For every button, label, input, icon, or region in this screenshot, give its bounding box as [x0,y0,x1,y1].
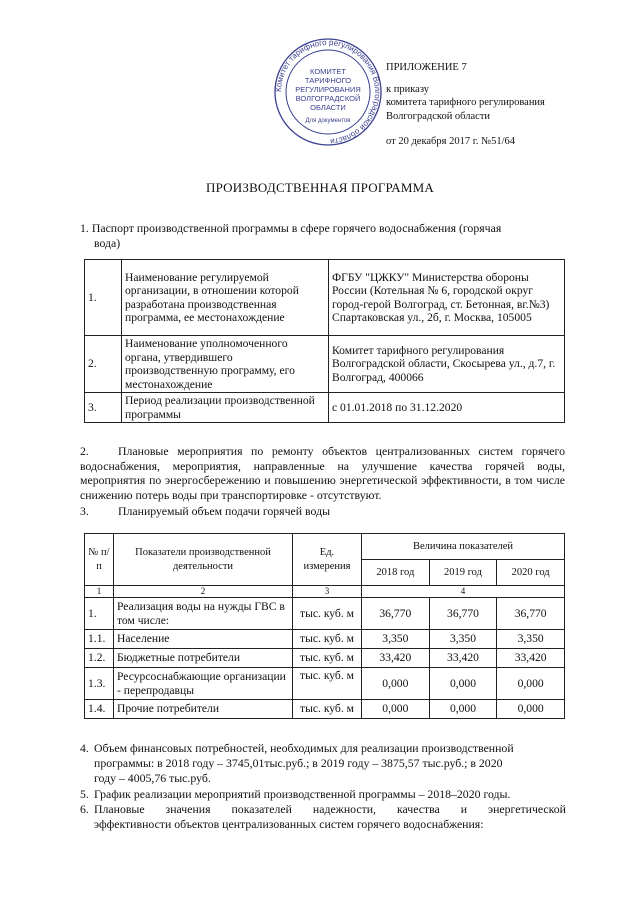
table-cell: 1.2. [85,649,114,668]
section-6 [80,802,566,817]
table-cell: 1.3. [85,668,114,700]
table-cell: 4 [362,586,565,598]
table-cell: 2. [85,336,122,393]
table-cell: Период реализации производственной программы [122,393,329,423]
table-cell: с 01.01.2018 по 31.12.2020 [329,393,565,423]
section-4-line: программы: в 2018 году – 3745,01тыс.руб.; в 2019 году – 3875,57 тыс.руб.; в 2020 [94,756,503,770]
section-text: Плановые значения показателей надежности, качества и энергетической [94,802,566,816]
seal-footer: Для документов [305,118,351,124]
table-cell: Наименование уполномоченного органа, утвердившего производственную программу, его местонахождение [122,336,329,393]
table-cell: Ресурсоснабжающие организации - перепродавцы [114,668,293,700]
table-cell: 0,000 [429,700,497,719]
seal-line: РЕГУЛИРОВАНИЯ [295,85,361,94]
table-cell: 1.1. [85,630,114,649]
table-cell: Прочие потребители [114,700,293,719]
table-cell: Реализация воды на нужды ГВС в том числе: [114,598,293,630]
table-cell: 3. [85,393,122,423]
table-row [85,630,565,649]
section-1-heading [80,221,566,236]
table-row [85,649,565,668]
section-4 [80,741,566,756]
table-cell: 1. [85,260,122,336]
table-cell: 0,000 [362,700,430,719]
page-title: ПРОИЗВОДСТВЕННАЯ ПРОГРАММА [206,180,434,195]
section-number: 1. [80,221,89,235]
table-header-cell: 2018 год [362,560,430,586]
table-header-row [85,534,565,560]
table-cell: тыс. куб. м [293,700,362,719]
table-cell: 36,770 [429,598,497,630]
table-cell: Бюджетные потребители [114,649,293,668]
appendix-line: комитета тарифного регулирования [386,97,545,108]
cell-text: Спартаковская ул., 2б, г. Москва, 105005 [332,311,532,324]
table-row [85,260,565,336]
seal-line: ВОЛГОГРАДСКОЙ [295,94,361,103]
table-cell: 1. [85,598,114,630]
table-cell: тыс. куб. м [293,598,362,630]
section-4-line: году – 4005,76 тыс.руб. [94,771,211,785]
section-3 [80,504,565,519]
section-text: Плановые мероприятия по ремонту объектов централизованных систем горячего водоснабжения, мероприятия, направленные на улучшение качества горячей воды, мероприятия по энергосбережению и повышению энергетической эффективности, в том числе снижению потерь воды при транспортировке - отсутствуют. [80,444,565,502]
section-number: 4. [80,741,89,755]
table-header-cell: 2020 год [497,560,565,586]
section-text: График реализации мероприятий производственной программы – 2018–2020 годы. [94,787,511,801]
section-text: Объем финансовых потребностей, необходимых для реализации производственной [94,741,514,755]
table-header-cell: 2019 год [429,560,497,586]
seal-outer-text: Комитет тарифного регулирования Волгоградской области [273,37,383,146]
section-text: Паспорт производственной программы в сфере горячего водоснабжения (горячая [91,221,502,235]
seal-line: КОМИТЕТ [310,67,346,76]
table-cell: 0,000 [497,668,565,700]
table-header-cell: Ед. измерения [293,534,362,586]
section-2 [80,444,565,502]
seal-line: ОБЛАСТИ [310,103,346,112]
passport-table [84,259,565,423]
table-cell: 3,350 [362,630,430,649]
table-header-cell: № п/п [85,534,114,586]
table-header-cell: Величина показателей [362,534,565,560]
section-1-heading-cont: вода) [94,236,121,250]
section-5 [80,787,566,802]
table-cell: 36,770 [362,598,430,630]
official-seal-icon [272,36,384,148]
table-header-cell: Показатели производственной деятельности [114,534,293,586]
table-cell: 0,000 [497,700,565,719]
table-cell: тыс. куб. м [293,630,362,649]
table-cell: 0,000 [429,668,497,700]
table-cell: 33,420 [362,649,430,668]
section-number: 5. [80,787,89,801]
table-row [85,700,565,719]
table-row [85,598,565,630]
table-cell: 0,000 [362,668,430,700]
section-6-line: эффективности объектов централизованных систем горячего водоснабжения: [94,817,484,831]
section-text: Планируемый объем подачи горячей воды [118,504,331,518]
appendix-line: к приказу [386,83,429,95]
table-cell: 2 [114,586,293,598]
table-row [85,336,565,393]
table-cell: 3 [293,586,362,598]
seal-line: ТАРИФНОГО [304,76,352,85]
cell-text: ФГБУ "ЦЖКУ" Министерства обороны России (Котельная № 6, городской округ город-герой Волгоград, ст. Бетонная, вг.№3) [332,270,550,311]
table-cell: 3,350 [429,630,497,649]
table-row [85,668,565,700]
section-number: 2. [80,444,89,458]
table-row [85,393,565,423]
appendix-header [386,61,545,149]
table-cell: 33,420 [429,649,497,668]
section-number: 6. [80,802,89,816]
table-cell: Наименование регулируемой организации, в отношении которой разработана производственная программа, ее местонахождение [122,260,329,336]
table-cell: Население [114,630,293,649]
table-cell: тыс. куб. м [293,668,362,700]
table-cell: 3,350 [497,630,565,649]
table-cell: Комитет тарифного регулирования Волгоградской области, Скосырева ул., д.7, г. Волгоград, 400066 [329,336,565,393]
volume-table [84,533,565,719]
table-cell: 1.4. [85,700,114,719]
table-cell: 33,420 [497,649,565,668]
section-number: 3. [80,504,89,518]
appendix-date: от 20 декабря 2017 г. №51/64 [386,136,516,147]
table-cell: 1 [85,586,114,598]
appendix-title: ПРИЛОЖЕНИЕ 7 [386,62,467,73]
table-index-row [85,586,565,598]
appendix-line: Волгоградской области [386,110,491,122]
table-cell: 36,770 [497,598,565,630]
table-cell: тыс. куб. м [293,649,362,668]
table-cell [329,260,565,336]
